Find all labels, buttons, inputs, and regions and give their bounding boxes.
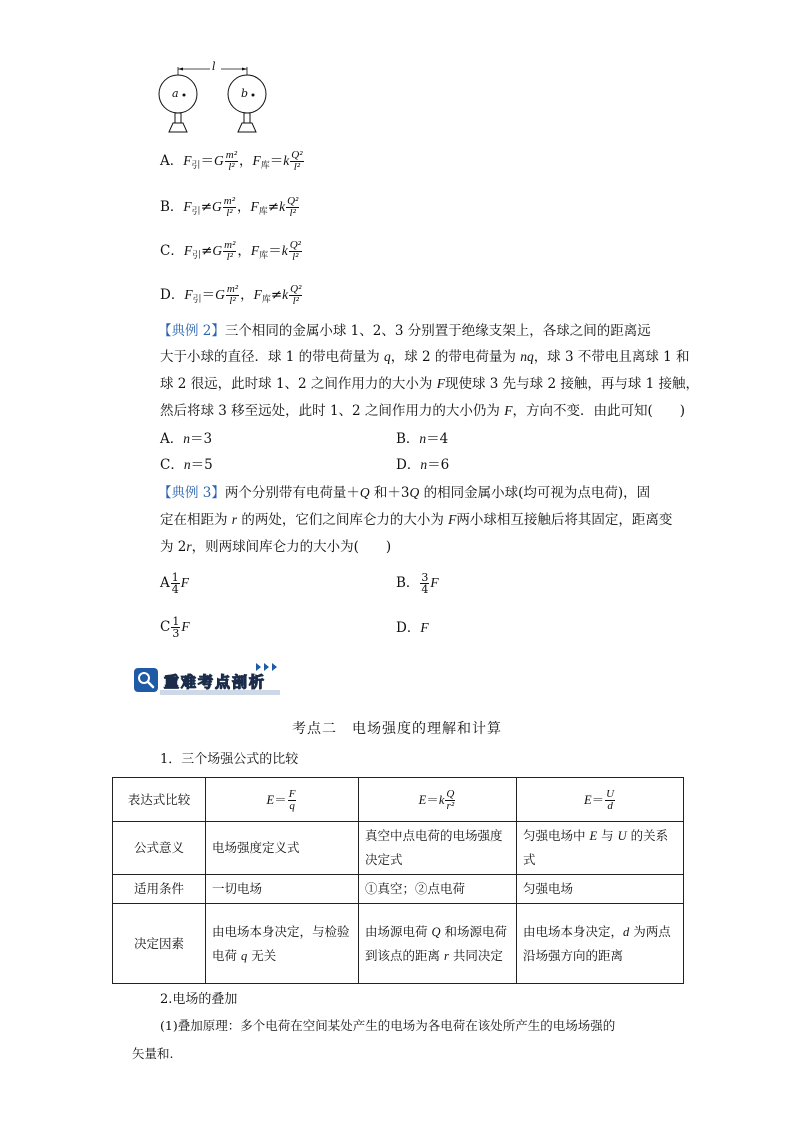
header-formula-1: E＝ $\frac{F}{q}$ <box>206 778 359 822</box>
cell-factors-3: 由电场本身决定，d 为两点沿场强方向的距离 <box>517 904 684 984</box>
example3-option-d[interactable]: D．F <box>396 620 429 636</box>
q1-option-c[interactable]: C．$F_引\ne G$ $\frac{\text{m²}}{\text{l²}}$ ，$F_库=k$ $\frac{\text{Q²}}{\text{l²}}$ <box>160 239 301 263</box>
q1-option-a[interactable]: A．$F_引=G$ $\frac{\text{m²}}{\text{l²}}$ ，$F_库=k$ $\frac{\text{Q²}}{\text{l²}}$ <box>160 149 303 173</box>
cell-factors-2: 由场源电荷 Q 和场源电荷到该点的距离 r 共同决定 <box>359 904 517 984</box>
search-icon-box <box>134 668 158 692</box>
ball-a-label: a <box>172 87 179 100</box>
example2-line4: 然后将球 3 移至远处，此时 1、2 之间作用力的大小仍为 F，方向不变．由此可知( ) <box>160 403 686 419</box>
row-label-meaning: 公式意义 <box>113 822 206 875</box>
subheading-1: 1．三个场强公式的比较 <box>160 752 299 767</box>
example2-option-d[interactable]: D．n＝6 <box>396 457 450 473</box>
paragraph-1-line1: (1)叠加原理：多个电荷在空间某处产生的电场为各电荷在该处所产生的电场场强的 <box>160 1018 616 1033</box>
example3-option-c[interactable]: C $\frac{1}{3}$ F <box>160 615 190 640</box>
triangle-arrows-icon <box>256 663 280 671</box>
example3-option-b[interactable]: B． $\frac{3}{4}$ F <box>396 571 439 596</box>
example3-option-a[interactable]: A $\frac{1}{4}$ F <box>160 571 189 596</box>
cell-meaning-3: 匀强电场中 E 与 U 的关系式 <box>517 822 684 875</box>
q1-option-d[interactable]: D．$F_引=G$ $\frac{\text{m²}}{\text{l²}}$ ，$F_库\ne k$ $\frac{\text{Q²}}{\text{l²}}$ <box>160 283 302 307</box>
section-title: 考点二 电场强度的理解和计算 <box>292 721 502 737</box>
table-row-factors <box>113 904 684 984</box>
example2-line3: 球 2 很远，此时球 1、2 之间作用力的大小为 F现使球 3 先与球 2 接触，再与球 1 接触， <box>160 376 699 392</box>
field-formula-table <box>112 777 684 984</box>
section-banner <box>134 666 282 696</box>
cell-condition-2: ①真空；②点电荷 <box>359 875 517 904</box>
paragraph-1-line2: 矢量和. <box>132 1046 174 1061</box>
table-header-row <box>113 778 684 822</box>
example3-line2: 定在相距为 r 的两处，它们之间库仑力的大小为 F两小球相互接触后将其固定，距离变 <box>160 512 673 528</box>
example2-line2: 大于小球的直径．球 1 的带电荷量为 q，球 2 的带电荷量为 nq，球 3 不带电且离球 1 和 <box>160 349 690 365</box>
cell-meaning-1: 电场强度定义式 <box>206 822 359 875</box>
banner-text: 重难考点剖析 <box>164 673 267 691</box>
cell-condition-1: 一切电场 <box>206 875 359 904</box>
example3-line3: 为 2r，则两球间库仑力的大小为( ) <box>160 539 392 555</box>
distance-label: l <box>212 60 216 73</box>
example2-option-a[interactable]: A．n＝3 <box>160 431 213 447</box>
cell-condition-3: 匀强电场 <box>517 875 684 904</box>
q1-option-b[interactable]: B．$F_引\ne G$ $\frac{\text{m²}}{\text{l²}}$ ，$F_库\ne k$ $\frac{\text{Q²}}{\text{l²}}$ <box>160 195 299 219</box>
header-label: 表达式比较 <box>113 778 206 822</box>
example3-tag: 【典例 3】 <box>158 485 225 501</box>
cell-meaning-2: 真空中点电荷的电场强度决定式 <box>359 822 517 875</box>
example2-option-b[interactable]: B．n＝4 <box>396 431 449 447</box>
cell-factors-1: 由电场本身决定，与检验电荷 q 无关 <box>206 904 359 984</box>
header-formula-2: E＝k $\frac{Q}{\text{r²}}$ <box>359 778 517 822</box>
example2-tag: 【典例 2】 <box>158 323 225 339</box>
header-formula-3: E＝ $\frac{U}{d}$ <box>517 778 684 822</box>
subheading-2: 2.电场的叠加 <box>160 992 238 1007</box>
example2-line1: 【典例 2】三个相同的金属小球 1、2、3 分别置于绝缘支架上，各球之间的距离远 <box>158 323 651 339</box>
row-label-condition: 适用条件 <box>113 875 206 904</box>
row-label-factors: 决定因素 <box>113 904 206 984</box>
ball-b-label: b <box>241 87 249 100</box>
example3-line1: 【典例 3】两个分别带有电荷量＋Q 和＋3Q 的相同金属小球(均可视为点电荷)，固 <box>158 485 651 501</box>
search-icon <box>134 668 158 692</box>
example2-option-c[interactable]: C．n＝5 <box>160 457 213 473</box>
table-row-meaning <box>113 822 684 875</box>
table-row-condition <box>113 875 684 904</box>
